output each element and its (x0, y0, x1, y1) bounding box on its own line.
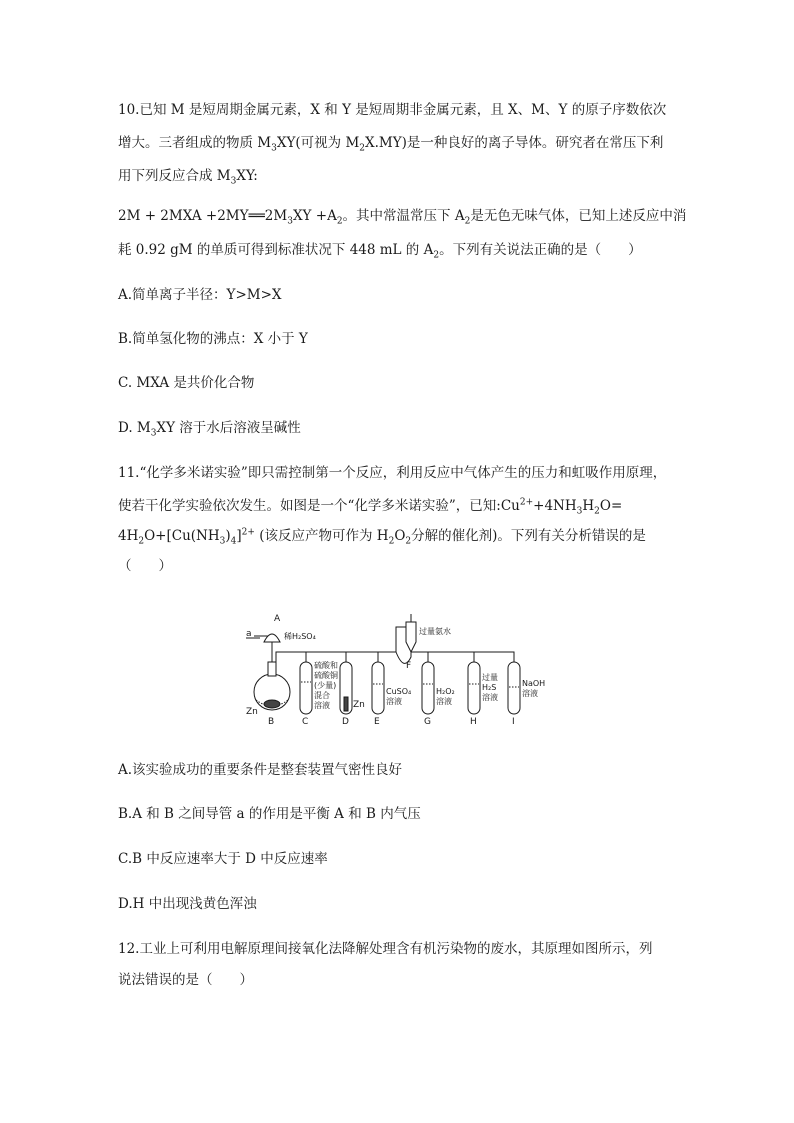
c-text-4: 混合 (314, 691, 330, 700)
c-text-3: (少量) (314, 681, 337, 690)
q10-stem-line3: 用下列反应合成 $M_3XY$: (118, 168, 258, 187)
label-a: a (246, 629, 252, 639)
q11-option-b: B.A 和 B 之间导管 a 的作用是平衡 A 和 B 内气压 (118, 806, 421, 822)
label-A: A (274, 614, 281, 624)
c-text-1: 硫酸和 (314, 661, 338, 670)
h2o2-label: H₂O₂ (436, 687, 455, 696)
q10-stem-line1: 10.已知 M 是短周期金属元素，X 和 Y 是短周期非金属元素，且 X、M、Y 的原子序数依次 (118, 102, 667, 118)
label-C: C (302, 717, 309, 727)
cuso4-label: CuSO₄ (386, 687, 412, 696)
h2o2-solution: 溶液 (436, 697, 452, 706)
q10-equation: $2M + 2MXA +2MY══2M_3XY +A_2$。其中常温常压下 $A_2$是无色无味气体，已知上述反应中消 (118, 208, 687, 227)
q11-option-a: A.该实验成功的重要条件是整套装置气密性良好 (118, 762, 403, 778)
q12-stem-line2: 说法错误的是（ ） (118, 972, 253, 988)
label-H: H (470, 717, 477, 727)
q11-option-c: C.B 中反应速率大于 D 中反应速率 (118, 851, 328, 867)
h2s-excess: 过量 (482, 673, 498, 682)
h2s-solution: 溶液 (482, 693, 498, 702)
q10-stem-line2: 增大。三者组成的物质 $M_3XY$(可视为 $M_2X.MY$)是一种良好的离子导体。研究者在常压下利 (118, 135, 664, 154)
q10-option-d: D. $M_3XY$ 溶于水后溶液呈碱性 (118, 420, 301, 439)
label-G: G (424, 717, 431, 727)
q10-option-b: B.简单氢化物的沸点：X 小于 Y (118, 331, 308, 347)
naoh-solution: 溶液 (522, 689, 538, 698)
naoh-label: NaOH (522, 679, 546, 688)
label-B: B (268, 717, 275, 727)
q11-stem-line4: （ ） (118, 558, 172, 574)
q12-stem-line1: 12.工业上可利用电解原理间接氧化法降解处理含有机污染物的废水，其原理如图所示，列 (118, 941, 653, 957)
cuso4-solution: 溶液 (386, 697, 402, 706)
label-dilute-sulfuric-acid: 稀H₂SO₄ (284, 632, 316, 641)
label-zn-d: Zn (353, 700, 365, 710)
label-I: I (512, 717, 515, 727)
apparatus-diagram (246, 612, 556, 727)
label-F: F (406, 661, 412, 671)
q11-stem-line1: 11.“化学多米诺实验”即只需控制第一个反应，利用反应中气体产生的压力和虹吸作用原理， (118, 465, 667, 481)
q10-option-c: C. MXA 是共价化合物 (118, 375, 255, 391)
label-D: D (342, 717, 349, 727)
q11-stem-line3: $4H_2O+[Cu(NH_3)_4]^{2+}$ (该反应产物可作为 $H_2O_2$分解的催化剂)。下列有关分析错误的是 (118, 527, 646, 547)
c-text-2: 硫酸铜 (314, 671, 338, 680)
q11-stem-line2: 使若干化学实验依次发生。如图是一个“化学多米诺实验”，已知$:Cu^{2+}+4NH_3H_2O=$ (118, 497, 623, 517)
c-text-5: 溶液 (314, 701, 330, 710)
h2s-label: H₂S (482, 683, 497, 692)
q10-option-a: A.简单离子半径：Y>M>X (118, 287, 282, 303)
label-E: E (374, 717, 380, 727)
ammonia-label: 过量氨水 (419, 627, 451, 636)
label-zn-b: Zn (246, 707, 258, 717)
q10-stem-line5: 耗 0.92 gM 的单质可得到标准状况下 448 mL 的 $A_2$。下列有关说法正确的是（ ） (118, 242, 642, 261)
q11-option-d: D.H 中出现浅黄色浑浊 (118, 896, 257, 912)
